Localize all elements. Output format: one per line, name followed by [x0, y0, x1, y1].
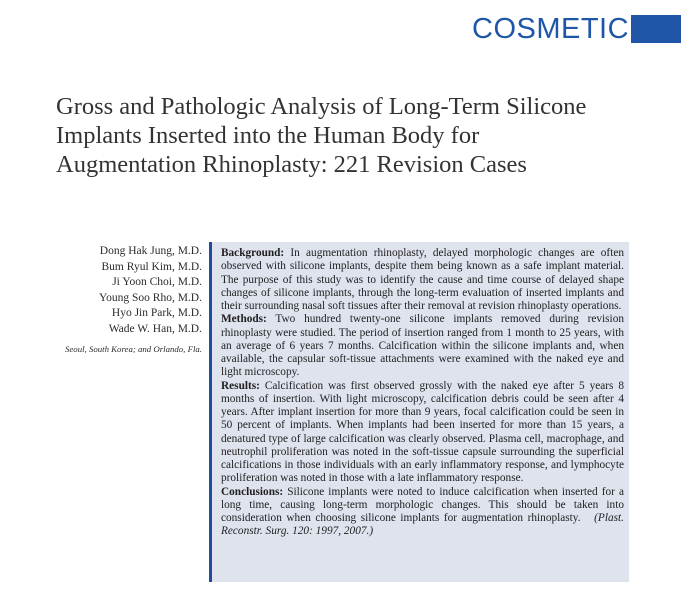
- abstract-methods: [221, 313, 624, 379]
- section-label: COSMETIC: [472, 13, 630, 45]
- abstract-conclusions: [221, 486, 624, 539]
- author-name: Dong Hak Jung, M.D.: [99, 245, 202, 257]
- author-name: Hyo Jin Park, M.D.: [111, 307, 202, 320]
- abstract-background: [221, 247, 624, 313]
- methods-text: Two hundred twenty-one silicone implants removed during revision rhinoplasty were studied. The period of insertion ranged from 1 month to 25 years, with an average of 6 years 7 months. Calcification within the silicone implants and, when available, the capsular soft-tissue attachments were examined with the naked eye and light microscopy.: [221, 313, 624, 379]
- section-color-bar: [631, 15, 681, 43]
- author-name: Bum Ryul Kim, M.D.: [101, 260, 202, 273]
- background-text: In augmentation rhinoplasty, delayed morphologic changes are often observed with silicone implants, despite them being known as a safe implant material. The purpose of this study was to identify the cause and time course of delayed shape changes of silicone implants, through the long-term evaluation of inserted implants and their surrounding nasal soft tissues after their removal at revision rhinoplasty operations.: [221, 247, 624, 312]
- conclusions-text: Silicone implants were noted to induce calcification when inserted for a long time, causing long-term morphologic changes. This should be taken into consideration when choosing silicone implants for augmentation rhinoplasty.: [221, 485, 624, 524]
- background-heading: Background:: [221, 247, 285, 259]
- section-header: [472, 14, 681, 44]
- author-name: Wade W. Han, M.D.: [108, 322, 202, 335]
- citation: (Plast. Reconstr. Surg. 120: 1997, 2007.): [221, 512, 624, 538]
- methods-heading: Methods:: [221, 313, 267, 326]
- author-name: Young Soo Rho, M.D.: [98, 291, 202, 304]
- author-affiliation: Seoul, South Korea; and Orlando, Fla.: [65, 343, 202, 354]
- conclusions-heading: Conclusions:: [221, 485, 284, 498]
- article-title: Gross and Pathologic Analysis of Long-Term Silicone Implants Inserted into the Human Body for Augmentation Rhinoplasty: 221 Revision Cases: [56, 93, 587, 178]
- abstract-box: [209, 242, 629, 582]
- author-list: [30, 244, 202, 357]
- author-name: Ji Yoon Choi, M.D.: [112, 276, 202, 289]
- results-text: Calcification was first observed grossly with the naked eye after 5 years 8 months of insertion. With light microscopy, calcification debris could be seen after 4 years. After implant insertion for more than 9 years, focal calcification could be seen in 50 percent of implants. When implants had been inserted for more than 15 years, a denatured type of large calcification was clearly observed. Plasma cell, macrophage, and neutrophil proliferation was noted in the soft-tissue capsule surrounding the superficial calcifications in those individuals with an early inflammatory response, and lymphocyte proliferation was noted in those with a late inflammatory response.: [221, 379, 624, 485]
- results-heading: Results:: [221, 379, 260, 392]
- abstract-results: [221, 380, 624, 486]
